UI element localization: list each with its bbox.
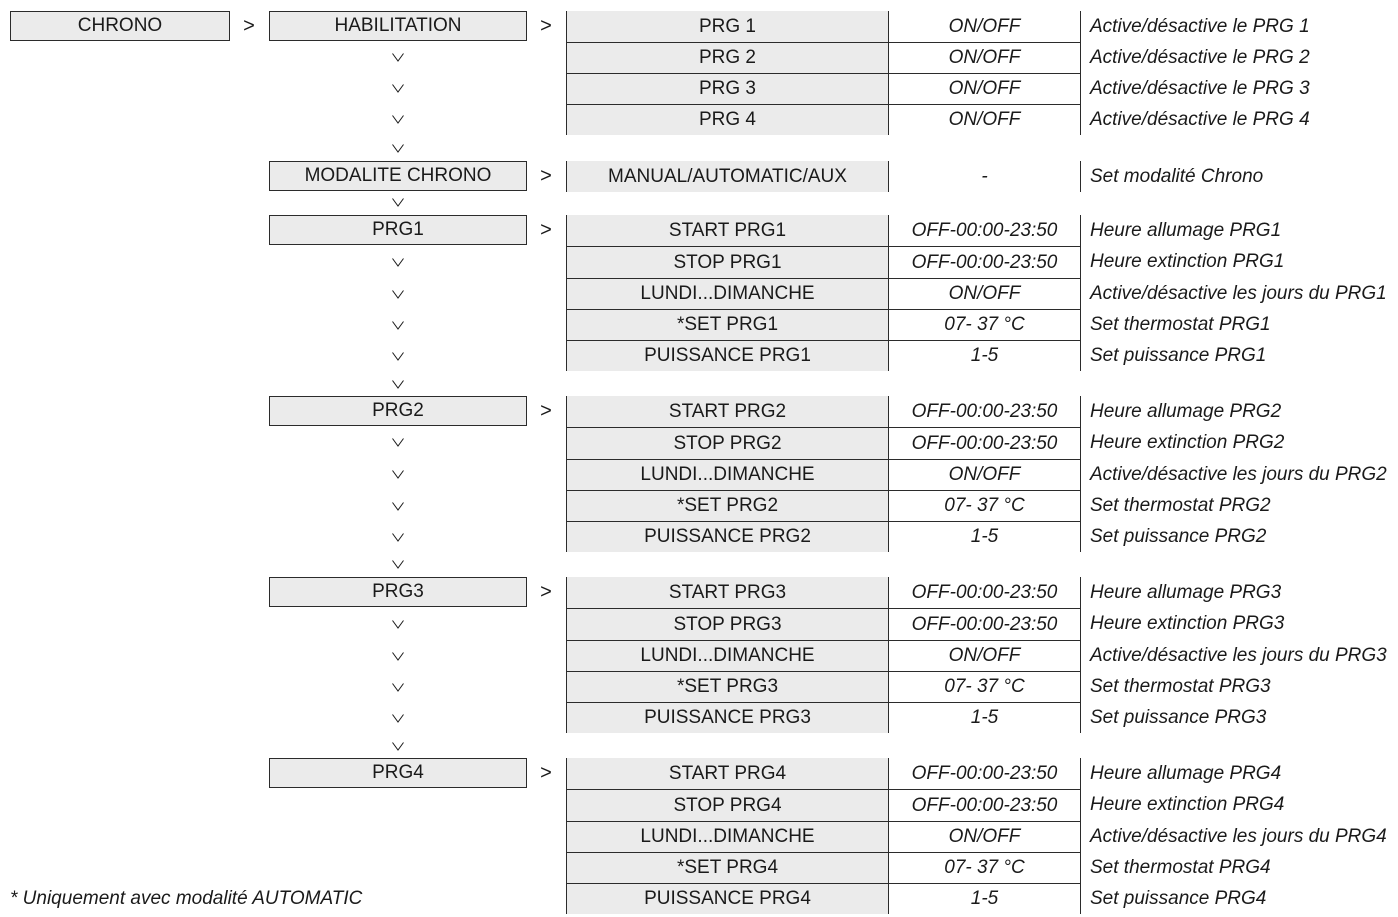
arrow-right-icon: >: [540, 14, 552, 37]
parameter-cell: LUNDI...DIMANCHE: [567, 640, 889, 671]
chevron-down-icon: [388, 318, 408, 332]
arrow-right-icon: >: [540, 218, 552, 241]
description-text: Heure extinction PRG1: [1090, 251, 1285, 272]
description-text: Active/désactive les jours du PRG3: [1090, 644, 1387, 666]
chevron-down-icon: [388, 141, 408, 155]
value-cell: ON/OFF: [889, 640, 1080, 671]
chevron-down-icon: [388, 499, 408, 513]
description-text: Set puissance PRG1: [1090, 344, 1267, 366]
chevron-down-icon: [388, 680, 408, 694]
description-text: Set puissance PRG4: [1090, 887, 1267, 909]
chevron-down-icon: [388, 50, 408, 64]
parameter-cell: STOP PRG3: [567, 608, 889, 640]
value-cell: ON/OFF: [889, 278, 1080, 309]
submenu-label: MODALITE CHRONO: [304, 165, 492, 186]
value-cell: -: [889, 161, 1080, 192]
value-cell: OFF-00:00-23:50: [889, 427, 1080, 459]
chevron-down-icon: [388, 255, 408, 269]
description-text: Heure allumage PRG1: [1090, 219, 1282, 241]
parameter-table: [566, 215, 1081, 371]
description-text: Heure allumage PRG3: [1090, 581, 1282, 603]
submenu-label: PRG1: [372, 219, 424, 240]
description-text: Active/désactive le PRG 3: [1090, 77, 1310, 99]
value-cell: OFF-00:00-23:50: [889, 396, 1080, 427]
description-text: Heure allumage PRG4: [1090, 762, 1282, 784]
parameter-cell: START PRG4: [567, 758, 889, 789]
submenu-label: HABILITATION: [334, 15, 462, 36]
root-menu-box: [10, 11, 230, 41]
arrow-right-icon: >: [540, 761, 552, 784]
description-text: Active/désactive les jours du PRG2: [1090, 463, 1387, 485]
value-cell: 1-5: [889, 340, 1080, 371]
description-text: Active/désactive les jours du PRG4: [1090, 825, 1387, 847]
description-text: Set puissance PRG2: [1090, 525, 1267, 547]
description-text: Set thermostat PRG2: [1090, 494, 1271, 516]
value-cell: ON/OFF: [889, 11, 1080, 42]
parameter-cell: *SET PRG3: [567, 671, 889, 702]
description-text: Heure allumage PRG2: [1090, 400, 1282, 422]
arrow-right-icon: >: [540, 399, 552, 422]
value-cell: ON/OFF: [889, 459, 1080, 490]
submenu-box: [269, 396, 527, 426]
parameter-cell: PRG 3: [567, 73, 889, 104]
submenu-box: [269, 215, 527, 245]
chevron-down-icon: [388, 557, 408, 571]
parameter-table: [566, 396, 1081, 552]
parameter-cell: *SET PRG4: [567, 852, 889, 883]
description-text: Heure extinction PRG4: [1090, 794, 1285, 815]
chevron-down-icon: [388, 112, 408, 126]
value-cell: 07- 37 °C: [889, 671, 1080, 702]
description-text: Active/désactive le PRG 4: [1090, 108, 1310, 130]
submenu-label: PRG3: [372, 581, 424, 602]
description-text: Set thermostat PRG3: [1090, 675, 1271, 697]
parameter-cell: START PRG3: [567, 577, 889, 608]
value-cell: 07- 37 °C: [889, 490, 1080, 521]
chevron-down-icon: [388, 377, 408, 391]
submenu-box: [269, 161, 527, 191]
chevron-down-icon: [388, 195, 408, 209]
description-text: Heure extinction PRG2: [1090, 432, 1285, 453]
chevron-down-icon: [388, 287, 408, 301]
value-cell: 1-5: [889, 883, 1080, 914]
description-text: Set puissance PRG3: [1090, 706, 1267, 728]
chevron-down-icon: [388, 649, 408, 663]
chevron-down-icon: [388, 81, 408, 95]
parameter-cell: LUNDI...DIMANCHE: [567, 459, 889, 490]
parameter-table: [566, 577, 1081, 733]
chevron-down-icon: [388, 349, 408, 363]
value-cell: OFF-00:00-23:50: [889, 789, 1080, 821]
value-cell: ON/OFF: [889, 73, 1080, 104]
value-cell: OFF-00:00-23:50: [889, 608, 1080, 640]
parameter-cell: *SET PRG1: [567, 309, 889, 340]
description-text: Active/désactive le PRG 1: [1090, 15, 1310, 37]
parameter-cell: PUISSANCE PRG4: [567, 883, 889, 914]
submenu-label: PRG4: [372, 762, 424, 783]
value-cell: 07- 37 °C: [889, 852, 1080, 883]
chevron-down-icon: [388, 739, 408, 753]
description-text: Heure extinction PRG3: [1090, 613, 1285, 634]
value-cell: ON/OFF: [889, 42, 1080, 73]
value-cell: OFF-00:00-23:50: [889, 577, 1080, 608]
parameter-cell: LUNDI...DIMANCHE: [567, 278, 889, 309]
value-cell: 1-5: [889, 702, 1080, 733]
value-cell: ON/OFF: [889, 821, 1080, 852]
root-menu-label: CHRONO: [77, 15, 163, 36]
arrow-right-icon: >: [540, 164, 552, 187]
description-text: Set thermostat PRG4: [1090, 856, 1271, 878]
arrow-right-icon: >: [540, 580, 552, 603]
submenu-label: PRG2: [372, 400, 424, 421]
submenu-box: [269, 758, 527, 788]
submenu-box: [269, 577, 527, 607]
footnote: * Uniquement avec modalité AUTOMATIC: [10, 888, 363, 909]
parameter-cell: PUISSANCE PRG1: [567, 340, 889, 371]
parameter-cell: START PRG1: [567, 215, 889, 246]
value-cell: 1-5: [889, 521, 1080, 552]
value-cell: OFF-00:00-23:50: [889, 246, 1080, 278]
parameter-cell: MANUAL/AUTOMATIC/AUX: [567, 161, 889, 192]
chevron-down-icon: [388, 467, 408, 481]
parameter-cell: LUNDI...DIMANCHE: [567, 821, 889, 852]
description-text: Set thermostat PRG1: [1090, 313, 1271, 335]
chevron-down-icon: [388, 530, 408, 544]
value-cell: OFF-00:00-23:50: [889, 215, 1080, 246]
parameter-cell: PRG 1: [567, 11, 889, 42]
parameter-cell: STOP PRG2: [567, 427, 889, 459]
parameter-cell: STOP PRG1: [567, 246, 889, 278]
parameter-cell: PRG 4: [567, 104, 889, 135]
parameter-table: [566, 161, 1081, 192]
description-text: Set modalité Chrono: [1090, 165, 1264, 187]
chevron-down-icon: [388, 617, 408, 631]
parameter-cell: *SET PRG2: [567, 490, 889, 521]
parameter-cell: STOP PRG4: [567, 789, 889, 821]
parameter-table: [566, 11, 1081, 135]
value-cell: 07- 37 °C: [889, 309, 1080, 340]
chevron-down-icon: [388, 435, 408, 449]
root-arrow-right-icon: >: [243, 14, 255, 37]
parameter-cell: START PRG2: [567, 396, 889, 427]
chevron-down-icon: [388, 711, 408, 725]
parameter-table: [566, 758, 1081, 914]
parameter-cell: PRG 2: [567, 42, 889, 73]
value-cell: OFF-00:00-23:50: [889, 758, 1080, 789]
description-text: Active/désactive les jours du PRG1: [1090, 282, 1387, 304]
submenu-box: [269, 11, 527, 41]
parameter-cell: PUISSANCE PRG3: [567, 702, 889, 733]
parameter-cell: PUISSANCE PRG2: [567, 521, 889, 552]
description-text: Active/désactive le PRG 2: [1090, 46, 1310, 68]
value-cell: ON/OFF: [889, 104, 1080, 135]
